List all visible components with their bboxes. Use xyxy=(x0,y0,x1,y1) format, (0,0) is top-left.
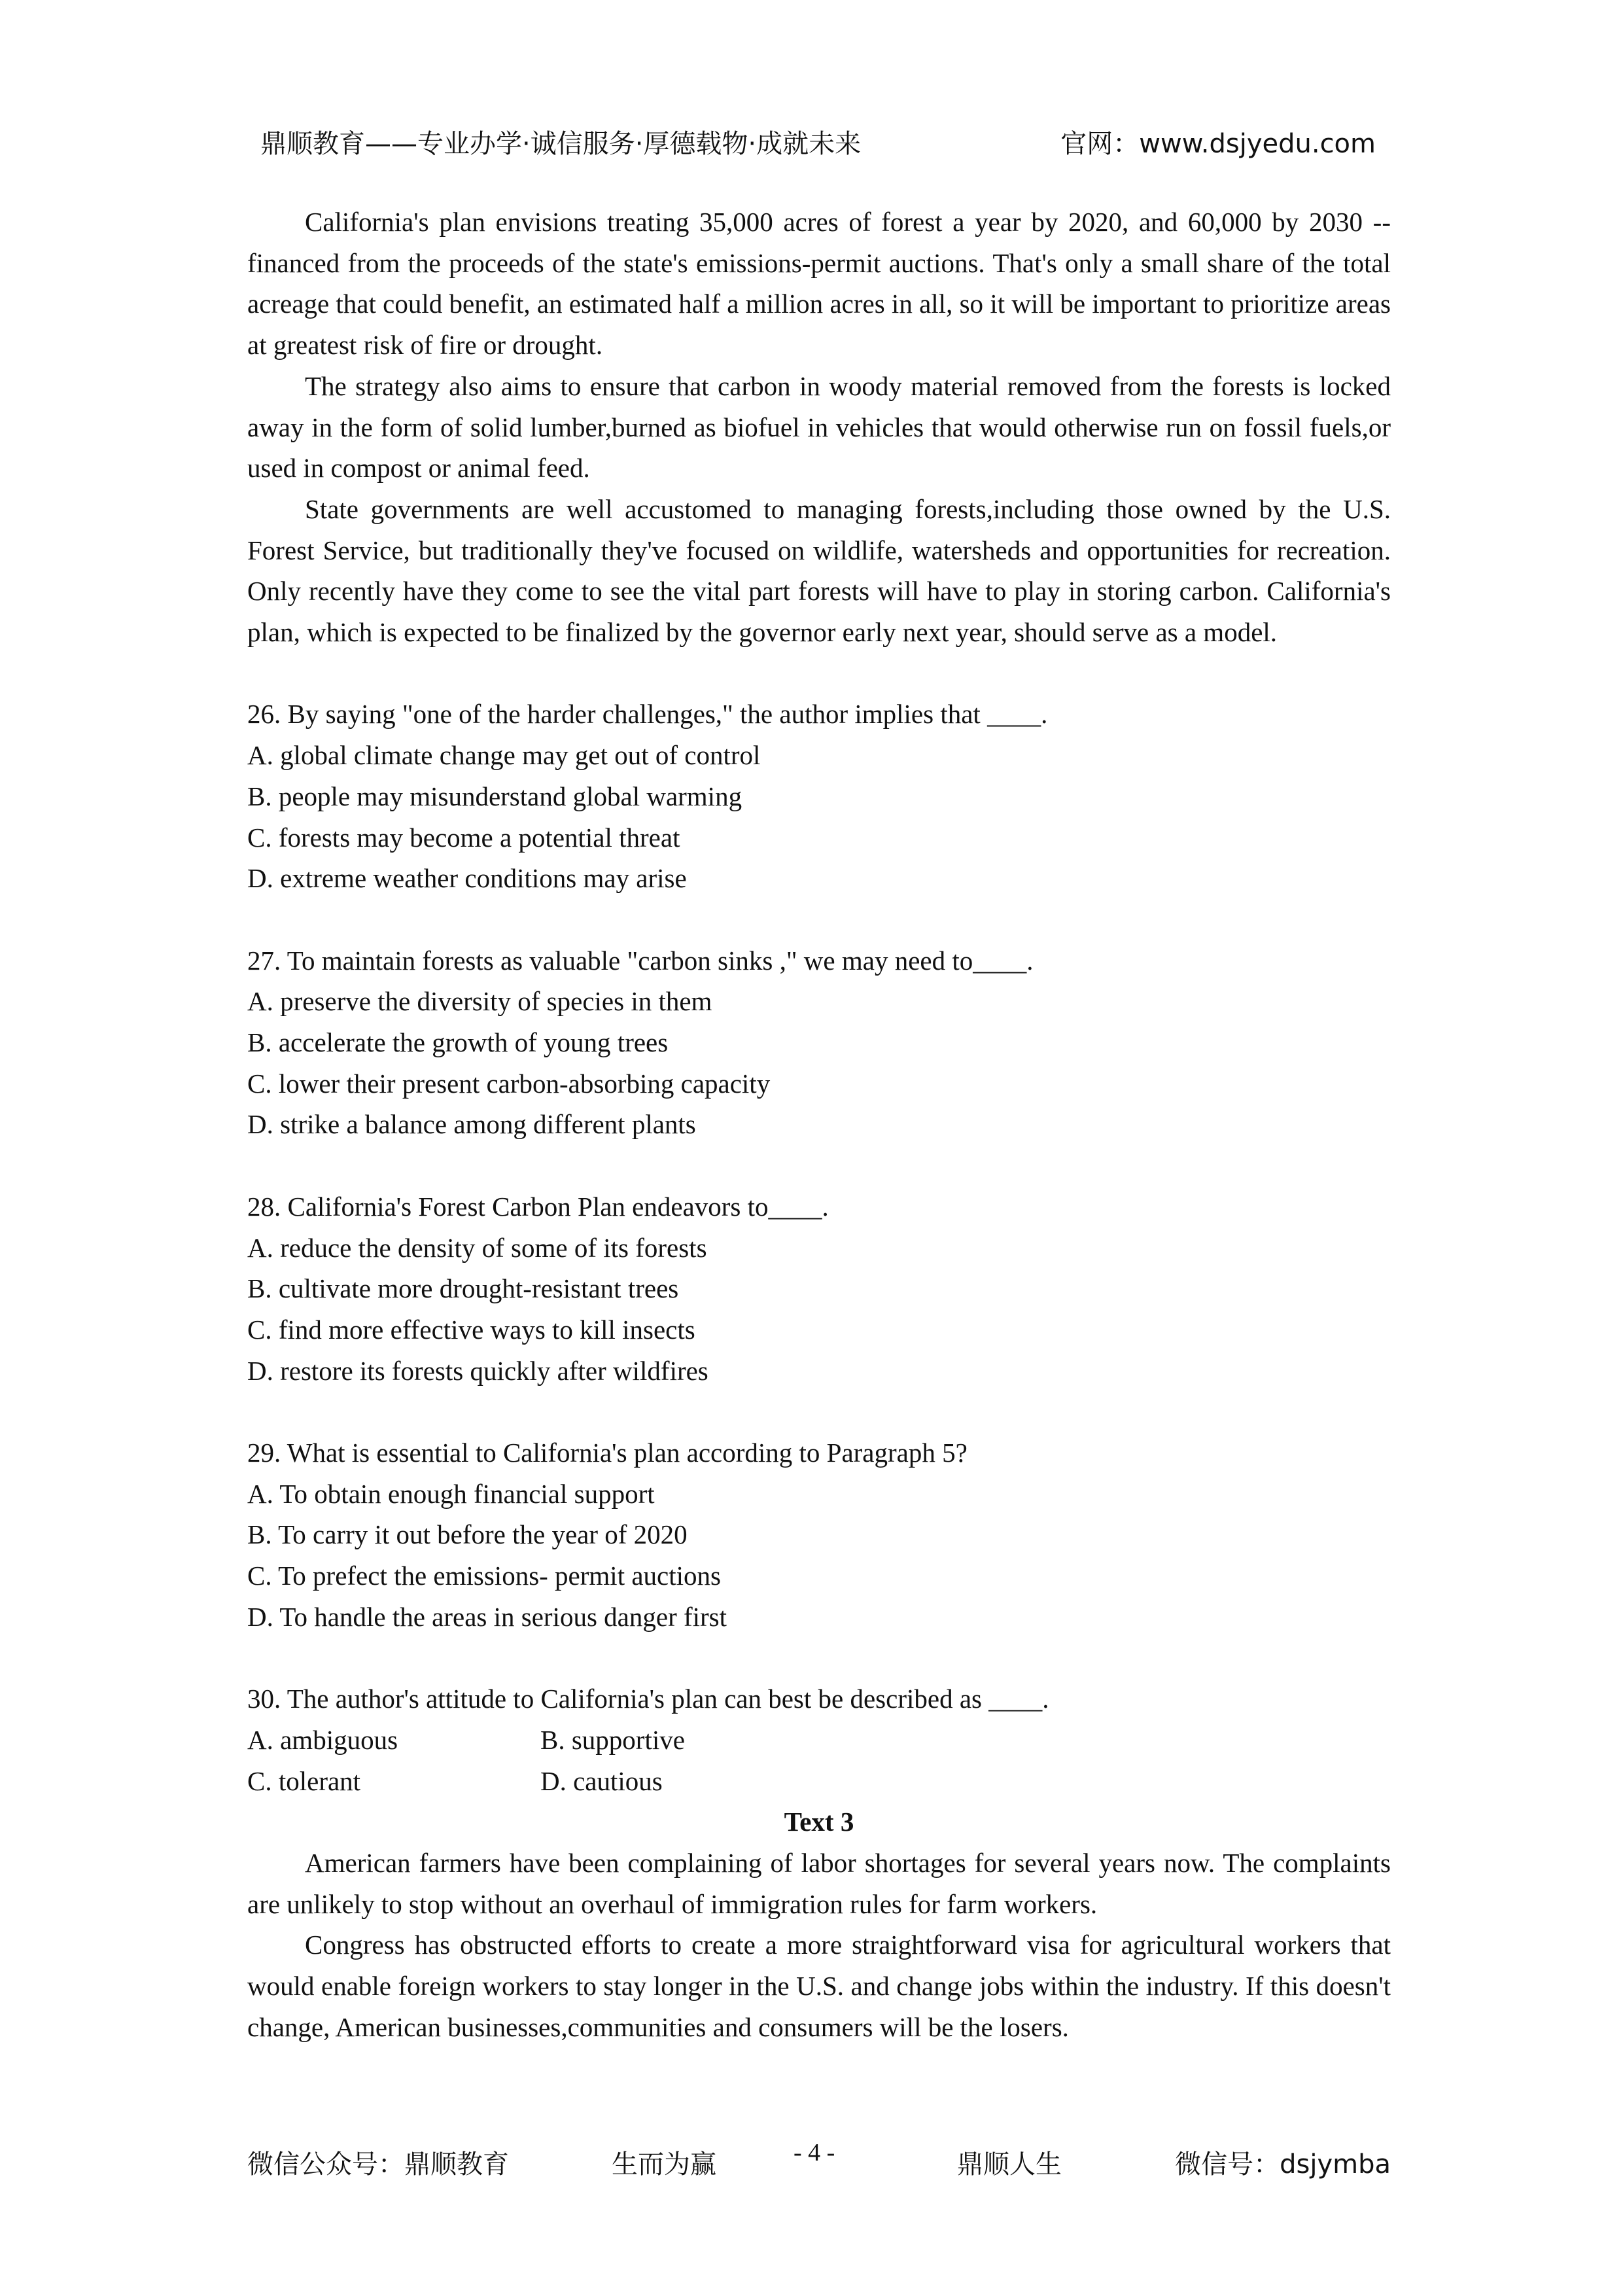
document-body xyxy=(247,202,1391,2048)
question-stem: 27. To maintain forests as valuable "carbon sinks ," we may need to____. xyxy=(247,945,1034,976)
page-number: - 4 - xyxy=(794,2139,835,2166)
option-row xyxy=(247,1761,1391,1802)
option-d: D. cautious xyxy=(540,1765,663,1796)
option-row xyxy=(247,1720,1391,1761)
option-b: B. people may misunderstand global warming xyxy=(247,781,742,811)
paragraph: The strategy also aims to ensure that carbon in woody material removed from the forests is locked away in the form of solid lumber,burned as biofuel in vehicles that would otherwise run on fossil fuels,or used in compost or animal feed. xyxy=(247,370,1391,484)
footer-motto: 鼎顺人生 xyxy=(957,2149,1062,2180)
option-d: D. To handle the areas in serious danger first xyxy=(247,1601,727,1632)
option-d: D. extreme weather conditions may arise xyxy=(247,863,687,894)
option-b: B. accelerate the growth of young trees xyxy=(247,1027,669,1058)
option-c: C. tolerant xyxy=(247,1765,361,1796)
question-stem: 28. California's Forest Carbon Plan endeavors to____. xyxy=(247,1191,829,1222)
option-c: C. find more effective ways to kill insects xyxy=(247,1314,695,1345)
question-28 xyxy=(247,1186,1391,1392)
paragraph: Congress has obstructed efforts to create a more straightforward visa for agricultural workers that would enable foreign workers to stay longer in the U.S. and change jobs within the industry. If this doesn't change, American businesses,communities and consumers will be the losers. xyxy=(247,1930,1391,2042)
option-b: B. supportive xyxy=(540,1724,685,1755)
option-b: B. To carry it out before the year of 2020 xyxy=(247,1519,688,1550)
question-stem: 30. The author's attitude to California's plan can best be described as ____. xyxy=(247,1684,1049,1714)
option-a: A. global climate change may get out of control xyxy=(247,740,761,771)
paragraph: California's plan envisions treating 35,000 acres of forest a year by 2020, and 60,000 by 2030 -- financed from the proceeds of the state's emissions-permit auctions. That's only a small share of the total acreage that could benefit, an estimated half a million acres in all, so it will be important to prioritize areas at greatest risk of fire or drought. xyxy=(247,207,1391,361)
option-d: D. restore its forests quickly after wildfires xyxy=(247,1355,708,1386)
question-29 xyxy=(247,1432,1391,1638)
option-d: D. strike a balance among different plants xyxy=(247,1109,696,1140)
question-30 xyxy=(247,1678,1391,1801)
option-c: C. To prefect the emissions- permit auctions xyxy=(247,1561,721,1591)
footer-slogan: 生而为赢 xyxy=(612,2149,716,2180)
page-header xyxy=(260,118,1376,164)
question-27 xyxy=(247,940,1391,1146)
question-26 xyxy=(247,694,1391,899)
option-c: C. lower their present carbon-absorbing capacity xyxy=(247,1068,771,1099)
option-a: A. ambiguous xyxy=(247,1724,398,1755)
header-organization: 鼎顺教育——专业办学·诚信服务·厚德载物·成就未来 xyxy=(260,129,862,159)
page-footer xyxy=(247,2138,1391,2178)
option-c: C. forests may become a potential threat xyxy=(247,822,680,853)
question-stem: 26. By saying "one of the harder challenges," the author implies that ____. xyxy=(247,699,1048,730)
option-a: A. preserve the diversity of species in them xyxy=(247,986,712,1017)
footer-wechat-id: 微信号：dsjymba xyxy=(1175,2149,1391,2180)
section-title: Text 3 xyxy=(784,1807,854,1837)
question-stem: 29. What is essential to California's plan according to Paragraph 5? xyxy=(247,1438,968,1468)
option-b: B. cultivate more drought-resistant trees xyxy=(247,1273,679,1304)
footer-wechat-public: 微信公众号：鼎顺教育 xyxy=(247,2149,509,2180)
header-website: 官网：www.dsjyedu.com xyxy=(1060,129,1376,159)
paragraph: State governments are well accustomed to managing forests,including those owned by the U.S. Forest Service, but traditionally they've focused on wildlife, watersheds and opportunities for recreation. Only recently have they come to see the vital part forests will have to play in storing carbon. California's plan, which is expected to be finalized by the governor early next year, should serve as a model. xyxy=(247,493,1391,648)
option-a: A. To obtain enough financial support xyxy=(247,1478,655,1509)
paragraph: American farmers have been complaining of labor shortages for several years now. The complaints are unlikely to stop without an overhaul of immigration rules for farm workers. xyxy=(247,1848,1391,1919)
option-a: A. reduce the density of some of its forests xyxy=(247,1232,707,1263)
